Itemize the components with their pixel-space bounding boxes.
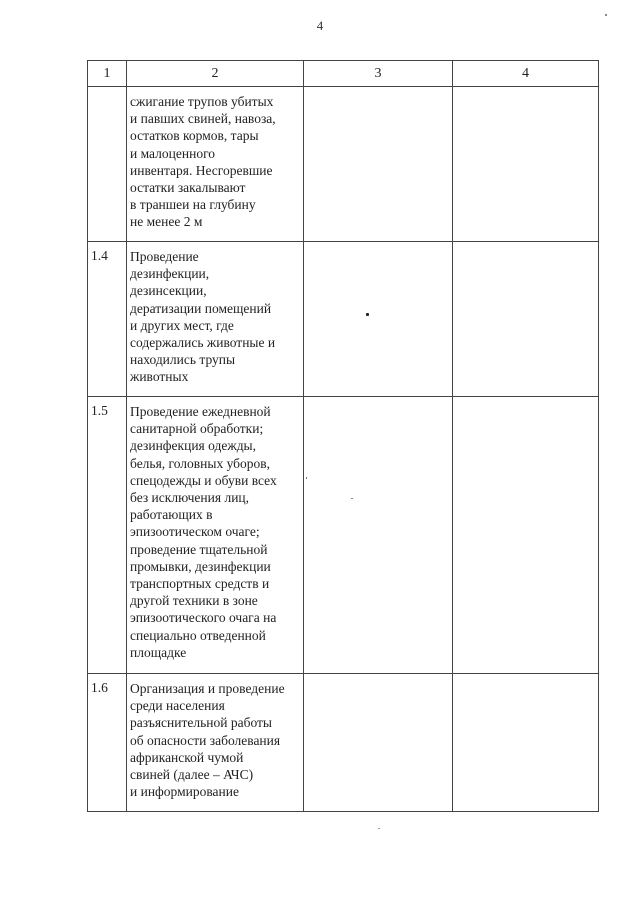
scan-speck (378, 828, 380, 829)
column-4-cell (453, 242, 599, 397)
measures-table (87, 60, 599, 812)
table-header-row (88, 61, 599, 87)
table-row (88, 397, 599, 674)
scan-speck (366, 313, 369, 316)
measure-description-cell: Организация и проведение среди населения разъяснительной работы об опасности заболевания африканской чумой свиней (далее – АЧС) и информирование (127, 674, 304, 812)
row-number-cell: 1.6 (88, 674, 127, 812)
column-4-cell (453, 87, 599, 242)
measure-description-cell: сжигание трупов убитых и павших свиней, навоза, остатков кормов, тары и малоценного инвентаря. Несгоревшие остатки закалывают в траншеи на глубину не менее 2 м (127, 87, 304, 242)
column-3-cell (304, 397, 453, 674)
column-header-3: 3 (304, 61, 453, 87)
measure-description-cell: Проведение ежедневной санитарной обработки; дезинфекция одежды, белья, головных уборов, спецодежды и обуви всех без исключения лиц, работающих в эпизоотическом очаге; проведение тщательной промывки, дезинфекции транспортных средств и другой техники в зоне эпизоотического очага на специально отведенной площадке (127, 397, 304, 674)
row-number-cell: 1.5 (88, 397, 127, 674)
scan-speck (605, 14, 607, 16)
column-header-2: 2 (127, 61, 304, 87)
row-number-cell (88, 87, 127, 242)
table-row (88, 87, 599, 242)
column-header-4: 4 (453, 61, 599, 87)
scan-speck (351, 498, 353, 499)
table-row (88, 674, 599, 812)
table-row (88, 242, 599, 397)
column-3-cell (304, 242, 453, 397)
column-4-cell (453, 397, 599, 674)
column-header-1: 1 (88, 61, 127, 87)
column-3-cell (304, 674, 453, 812)
row-number-cell: 1.4 (88, 242, 127, 397)
column-4-cell (453, 674, 599, 812)
scan-speck (306, 477, 307, 479)
column-3-cell (304, 87, 453, 242)
measure-description-cell: Проведение дезинфекции, дезинсекции, дератизации помещений и других мест, где содержались животные и находились трупы животных (127, 242, 304, 397)
page-number: 4 (316, 18, 324, 33)
